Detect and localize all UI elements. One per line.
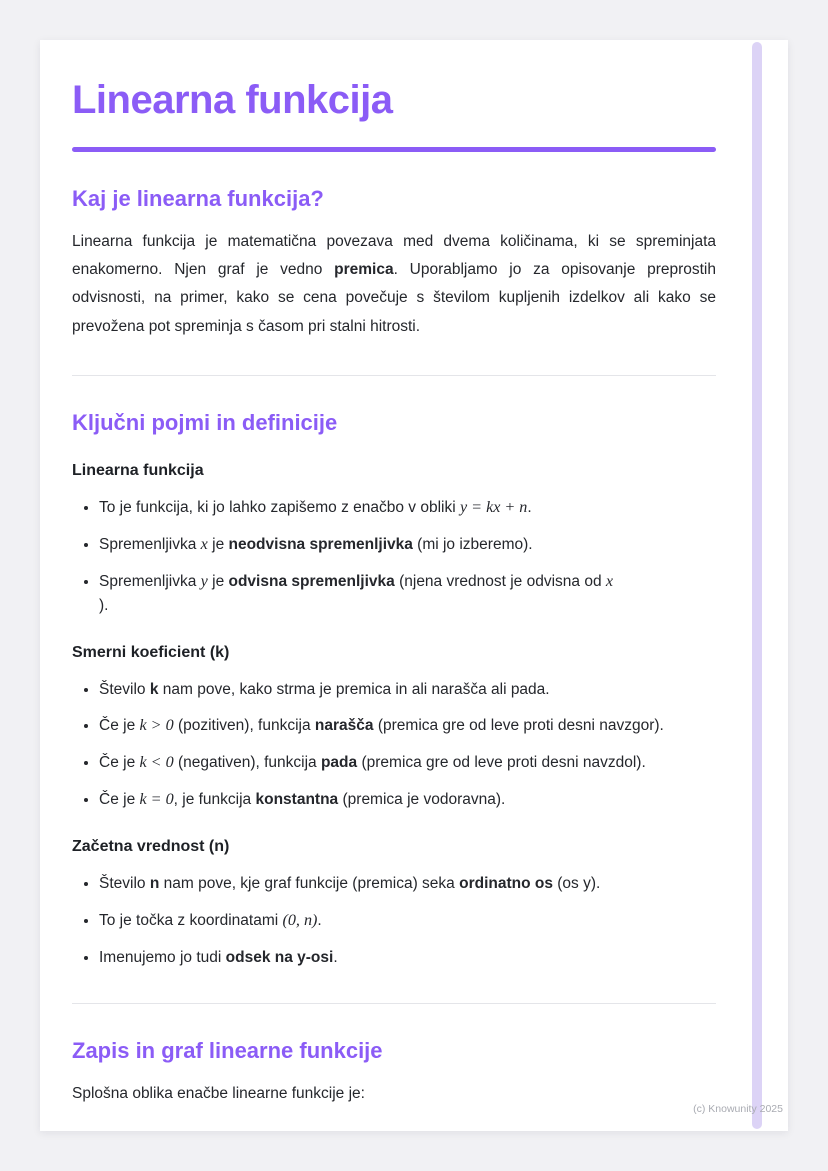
list-item: • Imenujemo jo tudi odsek na y-osi. bbox=[99, 946, 716, 969]
section-intro bbox=[72, 186, 716, 341]
section-zapis bbox=[72, 1038, 716, 1108]
list-item: • Če je k < 0 (negativen), funkcija pada (premica gre od leve proti desni navzdol). bbox=[99, 751, 716, 775]
subheading-smerni-koeficient: Smerni koeficient (k) bbox=[72, 643, 230, 661]
section-divider bbox=[72, 1003, 716, 1004]
subheading-zacetna-vrednost: Začetna vrednost (n) bbox=[72, 838, 230, 856]
section-key-terms bbox=[72, 410, 716, 969]
list-item: • To je funkcija, ki jo lahko zapišemo z enačbo v obliki y = kx + n. bbox=[99, 496, 716, 520]
section-divider bbox=[72, 375, 716, 376]
bullet-list-smerni-koeficient bbox=[72, 678, 716, 813]
list-item: • Število n nam pove, kje graf funkcije (premica) seka ordinatno os (os y). bbox=[99, 872, 716, 895]
bullet-list-linearna-funkcija bbox=[72, 496, 716, 618]
section-heading-zapis: Zapis in graf linearne funkcije bbox=[72, 1038, 383, 1064]
title-underline bbox=[72, 147, 716, 152]
intro-paragraph: Linearna funkcija je matematična povezava med dvema količinama, ki se spreminjata enakomerno. Njen graf je vedno premica. Uporabljamo jo za opisovanje preprostih odvisnosti, na primer, kako se cena povečuje s številom kupljenih izdelkov ali kako se prevožena pot spreminja s časom pri stalni hitrosti. bbox=[72, 233, 716, 335]
scrollbar[interactable] bbox=[752, 42, 762, 1129]
list-item: • Če je k = 0, je funkcija konstantna (premica je vodoravna). bbox=[99, 788, 716, 812]
page-title: Linearna funkcija bbox=[72, 78, 393, 122]
section-heading-intro: Kaj je linearna funkcija? bbox=[72, 186, 324, 211]
list-item: • Spremenljivka x je neodvisna spremenljivka (mi jo izberemo). bbox=[99, 533, 716, 557]
document-page bbox=[40, 40, 788, 1131]
list-item: • Če je k > 0 (pozitiven), funkcija narašča (premica gre od leve proti desni navzgor). bbox=[99, 714, 716, 738]
subheading-linearna-funkcija: Linearna funkcija bbox=[72, 461, 204, 479]
list-item: • Spremenljivka y je odvisna spremenljivka (njena vrednost je odvisna od x ). bbox=[99, 570, 716, 617]
section-heading-key-terms: Ključni pojmi in definicije bbox=[72, 409, 338, 435]
watermark: (c) Knowunity 2025 bbox=[693, 1103, 783, 1115]
zapis-paragraph: Splošna oblika enačbe linearne funkcije je: bbox=[72, 1085, 365, 1103]
list-item: • To je točka z koordinatami (0, n). bbox=[99, 909, 716, 933]
list-item: • Število k nam pove, kako strma je premica in ali narašča ali pada. bbox=[99, 678, 716, 701]
bullet-list-zacetna-vrednost bbox=[72, 872, 716, 969]
